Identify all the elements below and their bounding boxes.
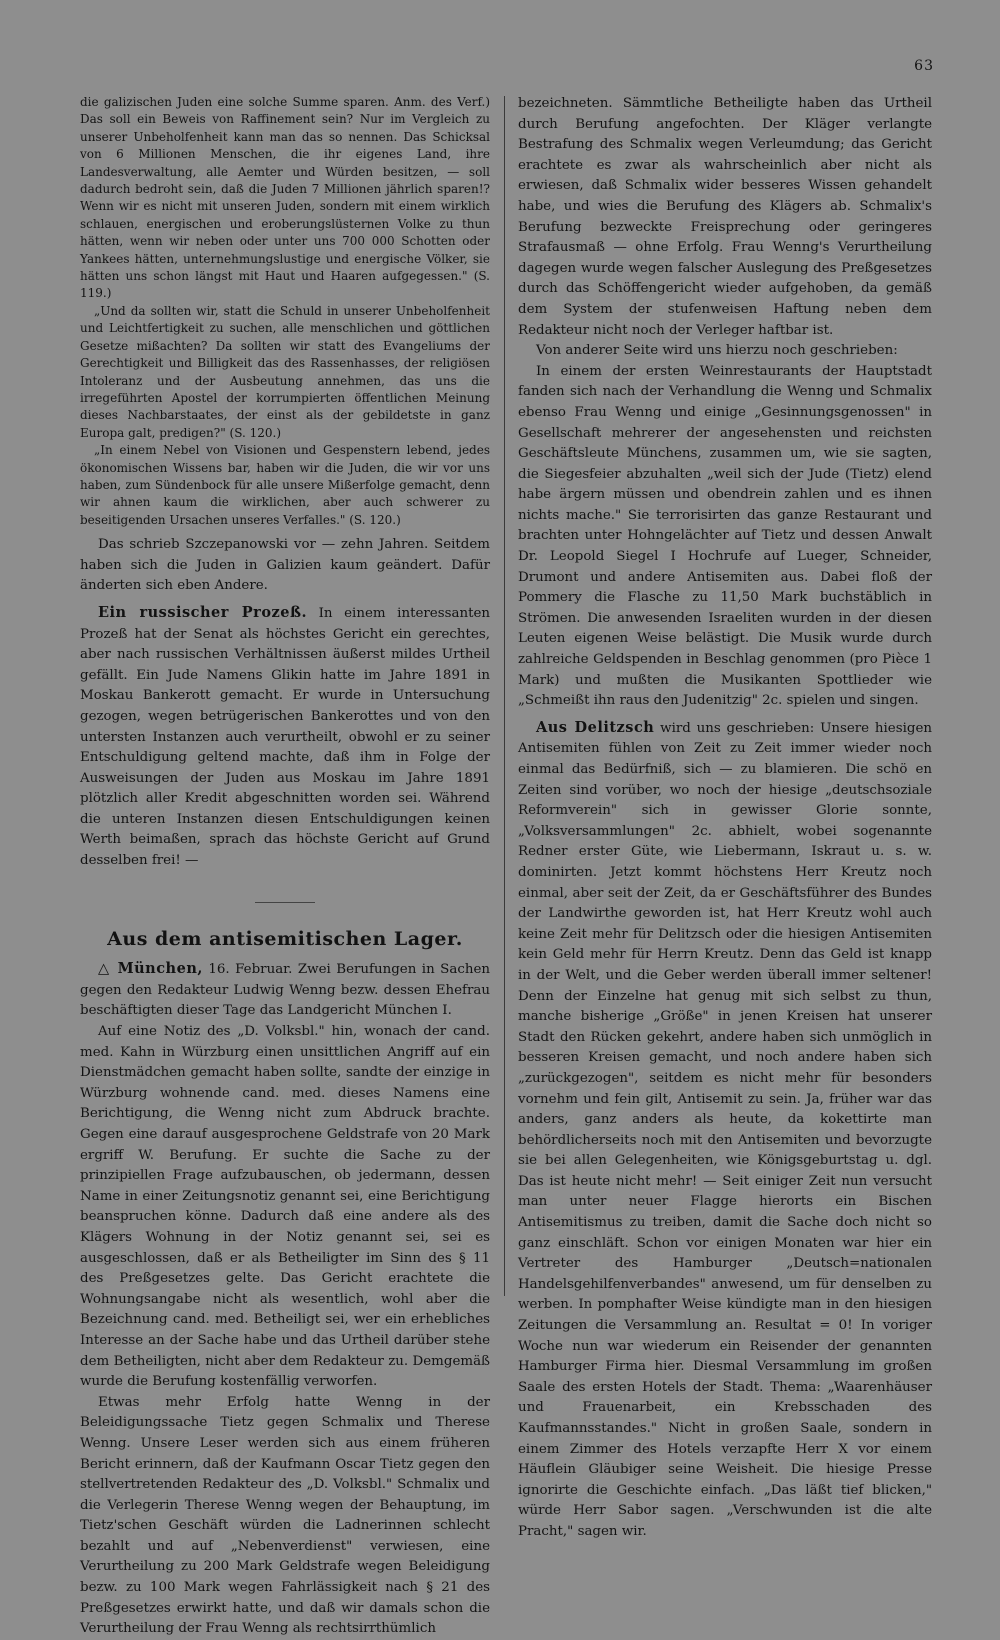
article-text: In einem interessanten Prozeß hat der Senat als höchstes Gericht ein gerechtes, aber nach russischen Verhältnissen äußerst mildes Urtheil gefällt. Ein Jude Namens Glikin hatte im Jahre 1891 in Moskau Bankerott gemacht. Er wurde in Untersuchung gezogen, wegen betrügerischen Bankerottes und von den untersten Instanzen auch verurtheilt, obwohl er zu seiner Entschuldigung geltend machte, daß ihm in Folge der Ausweisungen der Juden aus Moskau im Jahre 1891 plötzlich aller Kredit abgeschnitten worden sei. Während die unteren Instanzen diesen Entschuldigungen keinen Werth beimaßen, sprach das höchste Gericht auf Grund desselben frei! — xyxy=(80,605,490,869)
article-text: wird uns geschrieben: Unsere hiesigen Antisemiten fühlen von Zeit zu Zeit immer wieder noch einmal das Bedürfniß, sich — zu blamieren. Die schö en Zeiten sind vorüber, wo noch der hiesige „deutschsoziale Reformverein" sich in gewisser Glorie sonnte, „Volksversammlungen" 2c. abhielt, wobei sogenannte Redner erster Güte, wie Liebermann, Iskraut u. s. w. dominirten. Jetzt kommt höchstens Herr Kreutz noch einmal, aber seit der Zeit, da er Geschäftsführer des Bundes der Landwirthe geworden ist, hat Herr Kreutz wohl auch keine Zeit mehr für Delitzsch oder die hiesigen Antisemiten kein Geld mehr für Herrn Kreutz. Denn das Geld ist knapp in der Welt, und die Geber werden überall immer seltener! Denn der Einzelne hat genug mit sich selbst zu thun, manche bisherige „Größe" in jenen Kreisen hat unserer Stadt den Rücken gekehrt, andere haben sich unmöglich in besseren Kreisen gemacht, und noch andere haben sich „zurückgezogen", seitdem es nicht mehr für besonders vornehm und fein gilt, Antisemit zu sein. Ja, früher war das anders, ganz anders als heute, da kokettirte man behördlicherseits noch mit den Antisemiten und bevorzugte sie bei allen Gelegenheiten, wie Königsgeburtstag u. dgl. Das ist heute nicht mehr! — Seit einiger Zeit nun versucht man unter neuer Flagge hierorts ein Bischen Antisemitismus zu treiben, damit die Sache doch nicht so ganz einschläft. Schon vor einigen Monaten war hier ein Vertreter des Hamburger „Deutsch=nationalen Handelsgehilfenverbandes" anwesend, um für denselben zu werben. In pomphafter Weise kündigte man in den hiesigen Zeitungen die Versammlung an. Resultat = 0! In voriger Woche nun war wiederum ein Reisender der genannten Hamburger Firma hier. Diesmal Versammlung im großen Saale des ersten Hotels der Stadt. Thema: „Waarenhäuser und Frauenarbeit, ein Krebsschaden des Kaufmannsstandes." Nicht in großen Saale, sondern in einem Zimmer des Hotels verzapfte Herr X vor einem Häuflein Gläubiger seine Weisheit. Die hiesige Presse ignorirte die Geschichte einfach. „Das läßt tief blicken," würde Herr Sabor sagen. „Verschwunden ist die alte Pracht," sagen wir. xyxy=(518,720,932,1539)
section-title: Aus dem antisemitischen Lager. xyxy=(107,927,463,950)
article-russian-trial xyxy=(80,603,490,872)
body-paragraph: Auf eine Notiz des „D. Volksbl." hin, wonach der cand. med. Kahn in Würzburg einen unsittlichen Angriff auf ein Dienstmädchen gemacht haben sollte, sandte der einzige in Würzburg wohnende cand. med. dieses Namens eine Berichtigung, die Wenng nicht zum Abdruck brachte. Gegen eine darauf ausgesprochene Geldstrafe von 20 Mark ergriff W. Berufung. Er suchte die Sache zu der prinzipiellen Frage aufzubauschen, ob jedermann, dessen Name in einer Zeitungsnotiz genannt sei, eine Berichtigung beanspruchen könne. Dadurch daß eine andere als des Klägers Wohnung in der Notiz genannt sei, sei es ausgeschlossen, daß er als Betheiligter im Sinn des § 11 des Preßgesetzes gelte. Das Gericht erachtete die Wohnungsangabe nicht als wesentlich, wohl aber die Bezeichnung cand. med. Betheiligt sei, wer ein erhebliches Interesse an der Sache habe und das Urtheil darüber stehe dem Betheiligten, nicht aber dem Redakteur zu. Demgemäß wurde die Berufung kostenfällig verworfen. xyxy=(80,1024,490,1390)
column-rule xyxy=(504,96,505,1296)
left-column xyxy=(80,94,490,1640)
quote-paragraph: die galizischen Juden eine solche Summe sparen. Anm. des Verf.) Das soll ein Beweis von Raffinement sein? Nur im Vergleich zu unserer Unbeholfenheit kann man das so nennen. Das Schicksal von 6 Millionen Menschen, die ihr eigenes Land, ihre Landesverwaltung, alle Aemter und Würden besitzen, — soll dadurch bedroht sein, daß die Juden 7 Millionen jährlich sparen!? Wenn wir es nicht mit unseren Juden, sondern mit einem wirklich schlauen, energischen und eroberungslüsternen Volke zu thun hätten, wenn wir neben oder unter uns 700 000 Schotten oder Yankees hätten, unternehmungslustige und energische Völker, sie hätten uns schon längst mit Haut und Haaren aufgegessen." (S. 119.) xyxy=(80,95,490,301)
right-column xyxy=(518,94,932,1543)
section-divider xyxy=(255,902,315,903)
quote-paragraph: „Und da sollten wir, statt die Schuld in unserer Unbeholfenheit und Leichtfertigkeit zu suchen, alle menschlichen und göttlichen Gesetze mißachten? Da sollten wir statt des Evangeliums der Gerechtigkeit und Billigkeit das des Rassenhasses, der religiösen Intoleranz und der Ausbeutung annehmen, das uns die irregeführten Apostel der korrumpierten öffentlichen Meinung dieses Nachbarstaates, der einst als der gebildetste in ganz Europa galt, predigen?" (S. 120.) xyxy=(80,303,490,440)
article-text: 16. Februar. Zwei Berufungen in Sachen gegen den Redakteur Ludwig Wenng bezw. dessen Ehefrau beschäftigten dieser Tage das Landgericht München I. xyxy=(80,962,490,1019)
article-delitzsch xyxy=(518,718,932,1543)
page-number: 63 xyxy=(914,58,934,74)
article-heading: Aus Delitzsch xyxy=(536,718,655,736)
body-paragraph: Das schrieb Szczepanowski vor — zehn Jahren. Seitdem haben sich die Juden in Galizien kaum geändert. Dafür änderten sich eben Andere. xyxy=(80,537,490,594)
article-munich xyxy=(80,959,490,1022)
dateline: △ München, xyxy=(98,960,203,978)
body-paragraph: bezeichneten. Sämmtliche Betheiligte haben das Urtheil durch Berufung angefochten. Der Kläger verlangte Bestrafung des Schmalix wegen Verleumdung; das Gericht erachtete es zwar als wahrscheinlich aber nicht als erwiesen, daß Schmalix wider besseres Wissen gehandelt habe, und wies die Berufung des Klägers ab. Schmalix's Berufung bezweckte Freisprechung oder geringeres Strafausmaß — ohne Erfolg. Frau Wenng's Verurtheilung dagegen wurde wegen falscher Auslegung des Preßgesetzes durch das Schöffengericht wieder aufgehoben, da gemäß dem System der stufenweisen Haftung neben dem Redakteur nicht noch der Verleger haftbar ist. xyxy=(518,96,932,338)
body-paragraph: Von anderer Seite wird uns hierzu noch geschrieben: xyxy=(536,343,898,359)
quotation-block xyxy=(80,94,490,529)
article-heading: Ein russischer Prozeß. xyxy=(98,603,308,621)
body-paragraph: Etwas mehr Erfolg hatte Wenng in der Beleidigungssache Tietz gegen Schmalix und Therese Wenng. Unsere Leser werden sich aus einem früheren Bericht erinnern, daß der Kaufmann Oscar Tietz gegen den stellvertretenden Redakteur des „D. Volksbl." Schmalix und die Verlegerin Therese Wenng wegen der Behauptung, im Tietz'schen Geschäft würden die Ladnerinnen schlecht bezahlt und auf „Nebenverdienst" verwiesen, eine Verurtheilung zu 200 Mark Geldstrafe wegen Beleidigung bezw. zu 100 Mark wegen Fahrlässigkeit nach § 21 des Preßgesetzes erwirkt hatte, und daß wir damals schon die Verurtheilung der Frau Wenng als rechtsirrthümlich xyxy=(80,1394,490,1637)
body-paragraph: In einem der ersten Weinrestaurants der Hauptstadt fanden sich nach der Verhandlung die Wenng und Schmalix ebenso Frau Wenng und einige „Gesinnungsgenossen" in Gesellschaft mehrerer der angesehensten und reichsten Geschäftsleute Münchens, zusammen um, wie sie sagten, die Siegesfeier abzuhalten „weil sich der Jude (Tietz) elend habe ärgern müssen und obendrein zahlen und es ihnen nichts mache." Sie terrorisirten das ganze Restaurant und brachten unter Hohngelächter auf Tietz und dessen Anwalt Dr. Leopold Siegel I Hochrufe auf Lueger, Schneider, Drumont und andere Antisemiten aus. Dabei floß der Pommery die Flasche zu 11,50 Mark buchstäblich in Strömen. Die anwesenden Israeliten wurden in der diesen Leuten eigenen Weise belästigt. Die Musik wurde durch zahlreiche Geldspenden in Beschlag genommen (pro Pièce 1 Mark) und mußten die Musikanten Spottlieder wie „Schmeißt ihn raus den Judenitzig" 2c. spielen und singen. xyxy=(518,363,932,709)
quote-paragraph: „In einem Nebel von Visionen und Gespenstern lebend, jedes ökonomischen Wissens bar, haben wir die Juden, die wir vor uns haben, zum Sündenbock für alle unsere Mißerfolge gemacht, denn wir ahnen kaum die wirklichen, aber auch schwerer zu beseitigenden Ursachen unseres Verfalles." (S. 120.) xyxy=(80,443,490,527)
